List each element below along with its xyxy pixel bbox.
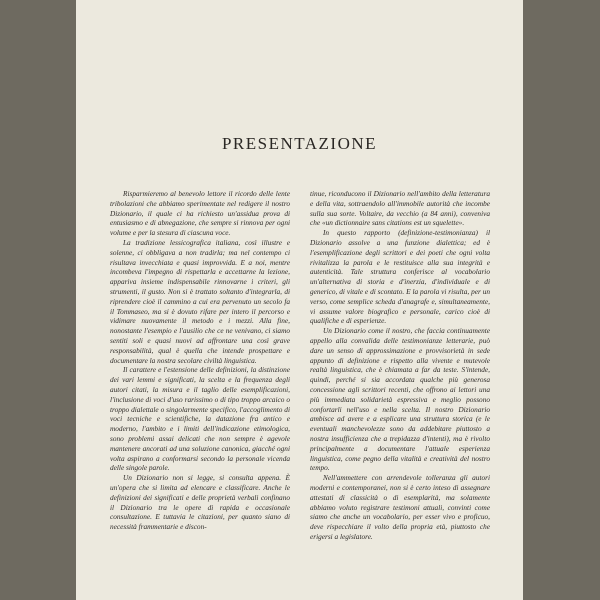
paragraph: La tradizione lessicografica italiana, così illustre e solenne, ci obbligava a non tradirla; ma nel contempo ci risultava invecchiata e quasi improvvida. E a noi, mentre incombeva l'impegno di rispettarla e accettarne la lezione, appariva insieme indispensabile rinnovarne i criteri, gli strumenti, il gusto. Non si è trattato soltanto d'integrarla, di riprendere cioè il cammino a cui era pervenuto un secolo fa il Tommaseo, ma si è dovuto rifare per intero il percorso e vidimare nuovamente il metodo e i mezzi. Alla fine, nonostante l'esempio e l'ausilio che ce ne venivano, ci siamo sentiti soli e quasi nuovi ad affrontare una così grave responsabilità, qual è quella che intende prospettare e documentare la nostra secolare civiltà linguistica.: [110, 237, 290, 365]
page-title: PRESENTAZIONE: [221, 134, 378, 153]
paragraph: Nell'ammettere con arrendevole tolleranza gli autori moderni e contemporanei, non si è certo inteso di assegnare attestati di classicità o di esemplarità, ma solamente abbiamo voluto registrare testimoni attuali, convinti come siamo che anche un vocabolario, per esser vivo e proficuo, deve rispecchiare il volto della propria età, piuttosto che erigersi a legislatore.: [310, 473, 490, 541]
paragraph: Un Dizionario come il nostro, che faccia continuamente appello alla convalida delle testimonianze letterarie, può dare un senso di approssimazione e provvisorietà in sede appunto di definizione e rispetto alla vivente e mutevole realtà linguistica, che è chiamata a far da teste. S'intende, quindi, perché si sia accordata qualche più generosa concessione agli scrittori recenti, che offrono ai lettori una più immediata solidarietà espressiva e meglio possono confortarli nell'uso e nella scelta. Il nostro Dizionario ambisce ad avere e a esplicare una struttura storica (e le eventuali manchevolezze sono da addebitare piuttosto a nostra insufficienza che a trepidazza d'intenti), ma è rivolto principalmente a documentare l'attuale esperienza linguistica, come pegno della vitalità e creatività del nostro tempo.: [310, 326, 490, 473]
paragraph: Il carattere e l'estensione delle definizioni, la distinzione dei vari lemmi e significati, la scelta e la frequenza degli autori citati, la misura e il taglio delle esemplificazioni, l'inclusione di voci d'uso rarissimo o di tipo troppo arcaico o troppo dialettale o singolarmente specifico, l'accoglimento di voci tecniche e scientifiche, la datazione fra antico e moderno, l'ambito e i limiti dell'indicazione etimologica, sono problemi assai delicati che non sempre è agevole mantenere ancorati ad una soluzione canonica, giacché ogni volta aspirano a conformarsi secondo la personale vicenda delle singole parole.: [110, 365, 290, 473]
left-column: [110, 189, 290, 532]
right-column: [310, 189, 490, 542]
book-page: [76, 0, 523, 600]
paragraph: Risparmieremo al benevolo lettore il ricordo delle lente tribolazioni che abbiamo sperimentate nel redigere il nostro Dizionario, il quale ci ha richiesto un'assidua prova di entusiasmo e di abnegazione, che sempre si rinnova per ogni volume e per la stesura di ciascuna voce.: [110, 189, 290, 238]
paragraph: In questo rapporto (definizione-testimonianza) il Dizionario assolve a una funzione dialettica; ed è l'esemplificazione degli scrittori e dei poeti che ogni volta rivitalizza la parola e le restituisce alla sua integrità e autenticità. Tale struttura conferisce al vocabolario un'alternativa di storia e d'inerzia, d'individuale e di generico, di vitale e di scontato. E la parola vi risulta, per un verso, come semplice scheda d'anagrafe e, simultaneamente, vi assume valore biografico e personale, carico cioè di qualifiche e di esperienze.: [310, 228, 490, 326]
paragraph: tinue, riconducono il Dizionario nell'ambito della letteratura e della vita, sottraendolo all'immobile autorità che incombe sulla sua sorte. Voltaire, da vecchio (a 84 anni), conveniva che «un dictionnaire sans citations est un squelette».: [310, 189, 490, 228]
paragraph: Un Dizionario non si legge, si consulta appena. È un'opera che si limita ad elencare e classificare. Anche le definizioni dei significati e delle proprietà verbali confinano il Dizionario tra le opere di rapida e occasionale consultazione. E tuttavia le citazioni, per quanto siano di necessità frammentarie e discon-: [110, 473, 290, 532]
